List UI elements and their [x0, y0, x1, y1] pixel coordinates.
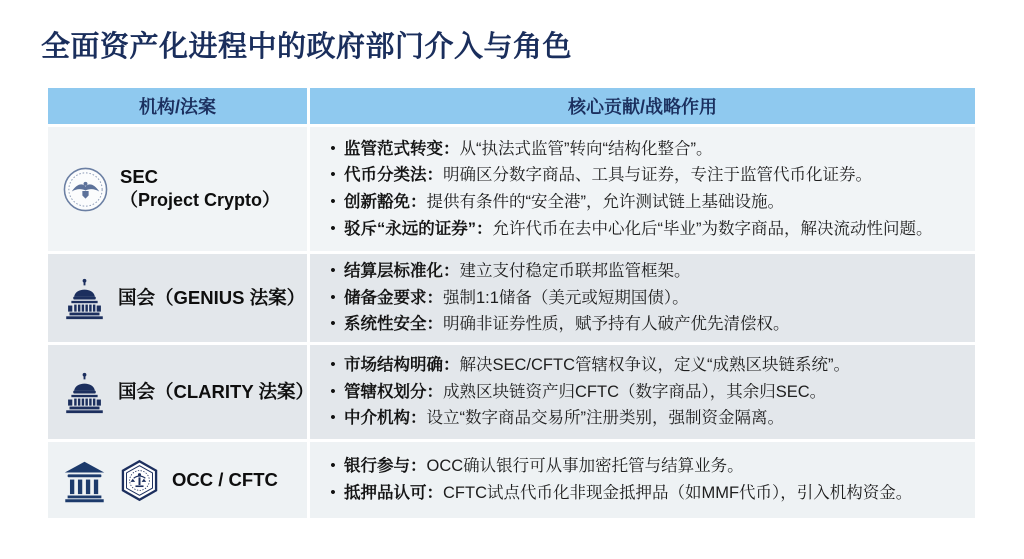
table-row-genius: [48, 254, 975, 342]
org-name: 国会（GENIUS 法案）: [118, 286, 306, 308]
bullet-text: 系统性安全：明确非证券性质，赋予持有人破产优先清偿权。: [344, 315, 790, 334]
bullets-cell: [310, 254, 975, 342]
header-institution: 机构/法案: [48, 88, 310, 124]
org-name: 国会（CLARITY 法案）: [118, 380, 314, 402]
bullet-item: [322, 481, 957, 506]
org-cell-genius: [48, 254, 310, 342]
sec-seal-icon: [62, 166, 109, 213]
bullet-text: 创新豁免：提供有条件的“安全港”，允许测试链上基础设施。: [344, 193, 784, 211]
page-title: 全面资产化进程中的政府部门介入与角色: [41, 31, 573, 63]
org-name: OCC / CFTC: [172, 468, 278, 490]
bullet-text: 银行参与：OCC确认银行可从事加密托管与结算业务。: [344, 457, 744, 476]
bullet-dot: •: [330, 382, 336, 400]
bullet-dot: •: [330, 166, 336, 184]
bullet-dot: •: [330, 409, 336, 427]
bullet-dot: •: [330, 288, 336, 306]
org-cell-clarity: [48, 345, 314, 439]
bullet-item: [322, 286, 957, 311]
bullet-dot: •: [330, 355, 336, 373]
capitol-icon: [62, 276, 107, 321]
header-contribution: 核心贡献/战略作用: [567, 97, 717, 117]
bullet-item: [322, 353, 957, 378]
bullet-item: [322, 454, 957, 479]
bullet-text: 代币分类法：明确区分数字商品、工具与证券，专注于监管代币化证券。: [344, 166, 872, 185]
bullets-cell: [310, 442, 975, 518]
org-label: [118, 286, 305, 310]
bullet-dot: •: [330, 484, 336, 501]
bullet-item: [322, 380, 957, 405]
bullet-dot: •: [330, 139, 336, 157]
bullet-item: [322, 259, 957, 284]
capitol-icon: [62, 370, 107, 415]
org-cell-occ-cftc: [48, 442, 310, 518]
org-name: SEC: [120, 166, 159, 188]
org-subname: （Project Crypto）: [120, 190, 281, 211]
bullet-text: 结算层标准化：建立支付稳定币联邦监管框架。: [344, 261, 691, 280]
bullet-dot: •: [330, 219, 336, 237]
org-label: [118, 380, 314, 404]
bullet-text: 管辖权划分：成熟区块链资产归CFTC（数字商品），其余归SEC。: [344, 382, 827, 401]
bullet-text: 监管范式转变：从“执法式监管”转向“结构化整合”。: [344, 139, 713, 158]
bullet-item: [322, 137, 957, 162]
bullet-dot: •: [330, 261, 336, 279]
bullet-dot: •: [330, 315, 336, 333]
org-label: [120, 165, 280, 212]
institutions-table: [48, 88, 975, 521]
cftc-badge-icon: [118, 459, 161, 502]
table-row-sec: [48, 127, 975, 251]
bullet-item: [322, 163, 957, 188]
bullet-text: 储备金要求：强制1:1储备（美元或短期国债）。: [344, 288, 689, 307]
bullet-text: 驳斥“永远的证券”：允许代币在去中心化后“毕业”为数字商品，解决流动性问题。: [344, 219, 933, 238]
bullet-item: [322, 217, 957, 242]
bullets-cell: [310, 345, 975, 439]
bullet-text: 抵押品认可：CFTC试点代币化非现金抵押品（如MMF代币），引入机构资金。: [344, 484, 913, 502]
bullets-cell: [310, 127, 975, 251]
table-row-clarity: [48, 345, 975, 439]
bullet-text: 市场结构明确：解决SEC/CFTC管辖权争议，定义“成熟区块链系统”。: [344, 355, 850, 374]
bullet-dot: •: [330, 457, 336, 475]
org-cell-sec: [48, 127, 310, 251]
table-row-occ-cftc: [48, 442, 975, 518]
bullet-item: [322, 406, 957, 431]
bullet-item: [322, 312, 957, 337]
bank-icon: [62, 458, 107, 503]
bullet-dot: •: [330, 193, 336, 210]
table-header-row: [48, 88, 975, 124]
bullet-item: [322, 190, 957, 215]
org-label: [172, 468, 278, 492]
bullet-text: 中介机构：设立“数字商品交易所”注册类别，强制资金隔离。: [344, 409, 784, 428]
